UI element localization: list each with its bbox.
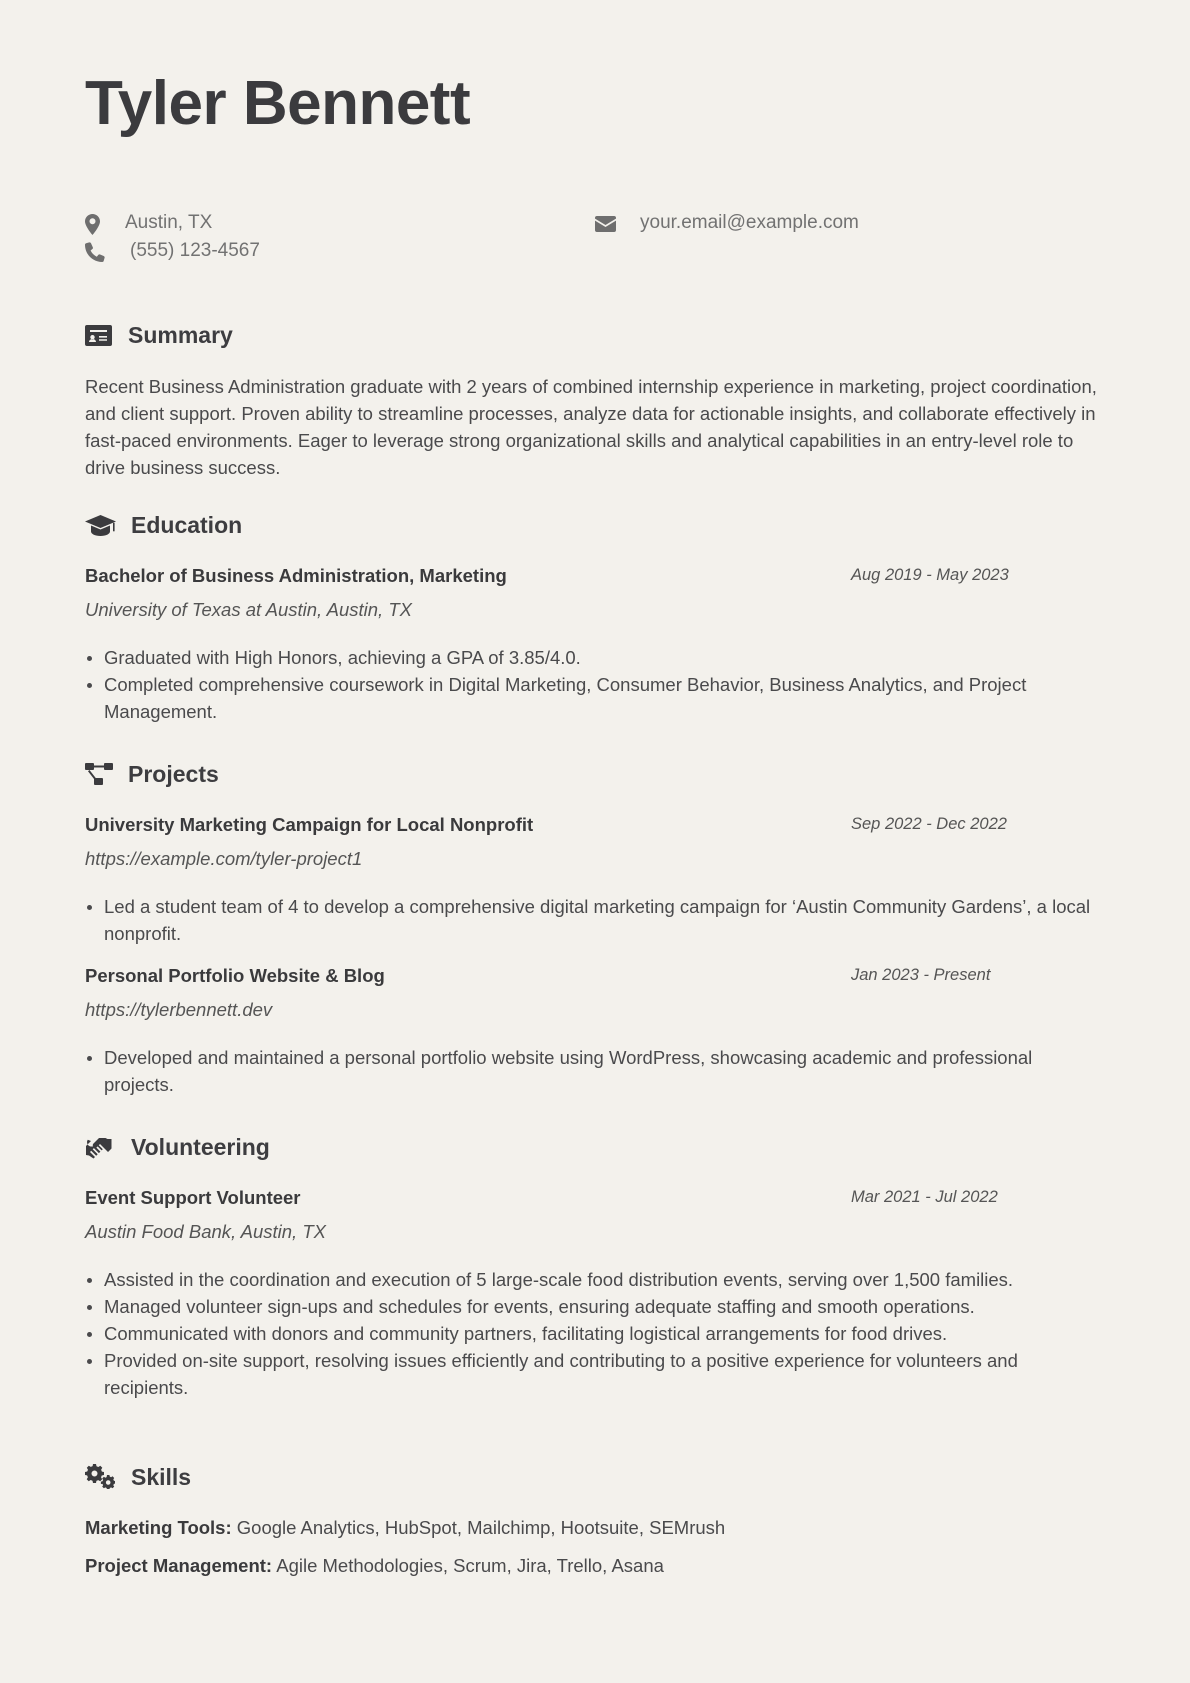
volunteering-entry-date: Mar 2021 - Jul 2022: [851, 1188, 998, 1206]
list-item: Assisted in the coordination and execution of 5 large-scale food distribution events, serving over 1,500 families.: [85, 1266, 1095, 1293]
project-entry-date: Jan 2023 - Present: [851, 966, 991, 984]
skill-label: Marketing Tools:: [85, 1517, 232, 1538]
project-diagram-icon: [85, 763, 113, 785]
skill-value: Agile Methodologies, Scrum, Jira, Trello, Asana: [276, 1555, 664, 1576]
map-marker-icon: [85, 214, 100, 235]
list-item: Developed and maintained a personal portfolio website using WordPress, showcasing academic and professional projects.: [85, 1044, 1095, 1098]
section-title-skills: Skills: [131, 1464, 192, 1490]
project-bullets: [85, 1044, 1095, 1098]
section-title-summary: Summary: [128, 322, 233, 348]
phone-text: (555) 123-4567: [130, 240, 260, 261]
gears-icon: [85, 1464, 115, 1489]
list-item: Managed volunteer sign-ups and schedules for events, ensuring adequate staffing and smooth operations.: [85, 1293, 1095, 1320]
volunteering-entry-title: Event Support Volunteer: [85, 1187, 301, 1208]
skill-row: [85, 1555, 664, 1577]
graduation-cap-icon: [85, 514, 116, 538]
summary-text: Recent Business Administration graduate with 2 years of combined internship experience in marketing, project coordination, and client support. Proven ability to streamline processes, analyze data for actionable insights, and collaborate effectively in fast-paced environments. Eager to leverage strong organizational skills and analytical capabilities in an entry-level role to drive business success.: [85, 376, 1097, 478]
section-title-projects: Projects: [128, 761, 219, 787]
list-item: Communicated with donors and community partners, facilitating logistical arrangements for food drives.: [85, 1320, 1095, 1347]
project-bullets: [85, 893, 1095, 947]
email-text[interactable]: your.email@example.com: [640, 212, 859, 233]
skill-value: Google Analytics, HubSpot, Mailchimp, Hootsuite, SEMrush: [236, 1517, 726, 1538]
location-text: Austin, TX: [125, 212, 213, 233]
volunteering-entry-organization: Austin Food Bank, Austin, TX: [85, 1221, 326, 1242]
project-entry-link[interactable]: https://tylerbennett.dev: [85, 999, 273, 1020]
list-item: Led a student team of 4 to develop a comprehensive digital marketing campaign for ‘Austin Community Gardens’, a local nonprofit.: [85, 893, 1095, 947]
education-entry-date: Aug 2019 - May 2023: [851, 566, 1009, 584]
volunteering-bullets: [85, 1266, 1095, 1401]
candidate-name: Tyler Bennett: [85, 69, 471, 138]
project-entry-title: University Marketing Campaign for Local Nonprofit: [85, 814, 534, 835]
list-item: Graduated with High Honors, achieving a GPA of 3.85/4.0.: [85, 644, 1095, 671]
education-entry-title: Bachelor of Business Administration, Marketing: [85, 565, 507, 586]
section-title-volunteering: Volunteering: [131, 1134, 270, 1160]
phone-icon: [85, 242, 105, 262]
section-title-education: Education: [131, 512, 243, 538]
list-item: Completed comprehensive coursework in Digital Marketing, Consumer Behavior, Business Analytics, and Project Management.: [85, 671, 1095, 725]
education-bullets: [85, 644, 1095, 725]
project-entry-date: Sep 2022 - Dec 2022: [851, 815, 1007, 833]
id-card-icon: [85, 325, 112, 346]
project-entry-title: Personal Portfolio Website & Blog: [85, 965, 385, 986]
skill-row: [85, 1517, 725, 1539]
skill-label: Project Management:: [85, 1555, 273, 1576]
education-entry-institution: University of Texas at Austin, Austin, TX: [85, 599, 412, 620]
handshake-icon: [85, 1135, 115, 1159]
envelope-icon: [595, 216, 616, 232]
list-item: Provided on-site support, resolving issues efficiently and contributing to a positive experience for volunteers and recipients.: [85, 1347, 1095, 1401]
project-entry-link[interactable]: https://example.com/tyler-project1: [85, 848, 363, 869]
